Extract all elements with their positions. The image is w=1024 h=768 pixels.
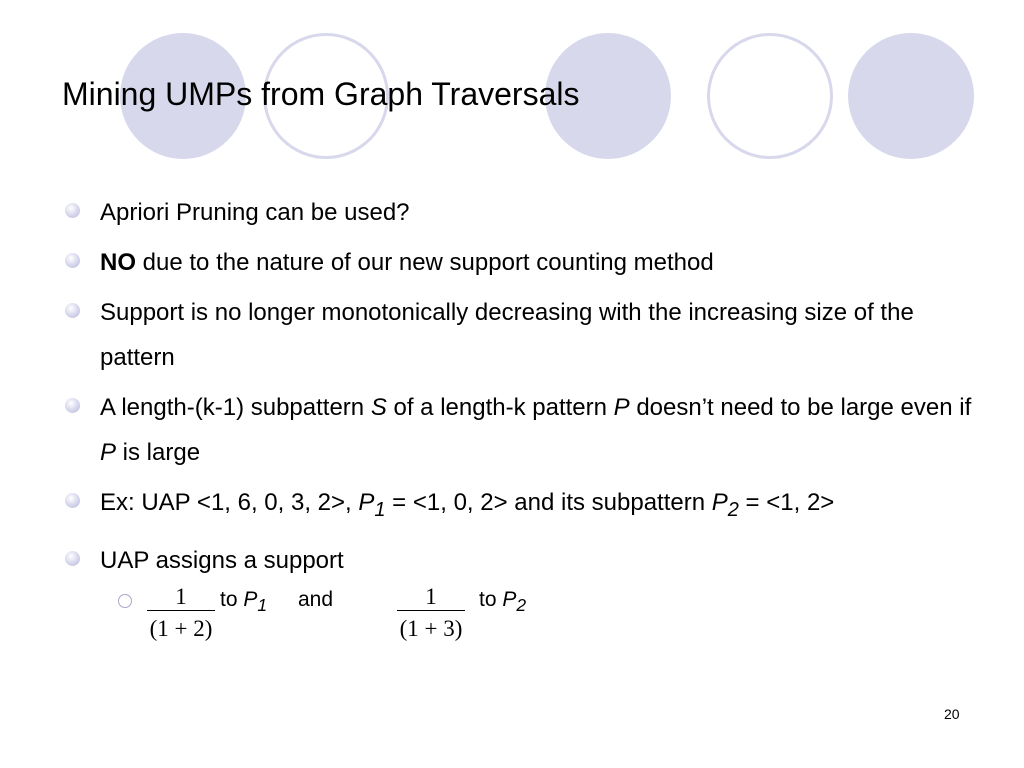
- bullet-dot-icon: [65, 398, 80, 413]
- bullet-dot-icon: [65, 551, 80, 566]
- fraction-1-denominator: (1 + 2): [149, 616, 213, 641]
- fraction-1: [146, 584, 216, 642]
- var-p2: [502, 588, 527, 616]
- decor-ring-2: [707, 33, 833, 159]
- bullet-item: [62, 385, 982, 475]
- var-p2: [711, 489, 739, 521]
- bullet-text: doesn’t need to be large even if: [629, 394, 972, 421]
- fraction-1-numerator: 1: [175, 584, 187, 609]
- var-p: P: [100, 439, 117, 466]
- bullet-text: UAP assigns a support: [100, 546, 344, 574]
- var-p2-subscript: 2: [516, 595, 527, 616]
- bullet-text: Support is no longer monotonically decreasing with the increasing size of the pattern: [100, 299, 914, 371]
- fraction-2-denominator: (1 + 3): [399, 616, 463, 641]
- fraction-2-bar: [397, 610, 465, 611]
- to-p1-label: [220, 588, 267, 616]
- bullet-text: due to the nature of our new support counting method: [136, 249, 714, 276]
- bullet-list: [62, 190, 982, 588]
- bullet-dot-icon: [65, 493, 80, 508]
- bullet-dot-icon: [65, 253, 80, 268]
- var-p2-letter: P: [502, 588, 517, 611]
- bullet-item: [62, 240, 982, 285]
- decor-circle-3: [848, 33, 974, 159]
- bullet-text: Ex: UAP <1, 6, 0, 3, 2>,: [100, 489, 359, 516]
- sub-bullet-item: [118, 586, 718, 656]
- var-p1-subscript: 1: [374, 498, 386, 521]
- var-p2-subscript: 2: [727, 498, 739, 521]
- var-p1: [243, 588, 268, 616]
- fraction-2: [396, 584, 466, 642]
- bullet-text: Apriori Pruning can be used?: [100, 199, 410, 226]
- bullet-dot-icon: [65, 203, 80, 218]
- var-p1-letter: P: [358, 489, 375, 516]
- bullet-item: [62, 538, 982, 583]
- var-p1: [358, 489, 386, 521]
- bullet-bold-text: NO: [100, 249, 136, 276]
- bullet-text: is large: [116, 439, 201, 466]
- and-label: and: [298, 588, 334, 611]
- var-p1-subscript: 1: [257, 595, 268, 616]
- bullet-text: A length-(k-1) subpattern: [100, 394, 371, 421]
- var-p2-letter: P: [711, 489, 728, 516]
- var-p: P: [613, 394, 630, 421]
- sub-bullet-ring-icon: [118, 594, 132, 608]
- to-text: to: [220, 588, 238, 611]
- page-number: 20: [944, 706, 960, 722]
- var-p1-letter: P: [243, 588, 258, 611]
- bullet-item: [62, 480, 982, 533]
- fraction-1-bar: [147, 610, 215, 611]
- to-p2-label: [479, 588, 526, 616]
- bullet-dot-icon: [65, 303, 80, 318]
- to-text: to: [479, 588, 497, 611]
- bullet-text: = <1, 0, 2> and its subpattern: [385, 489, 712, 516]
- fraction-2-numerator: 1: [425, 584, 437, 609]
- slide-title: Mining UMPs from Graph Traversals: [62, 76, 580, 112]
- bullet-text: of a length-k pattern: [386, 394, 614, 421]
- var-s: S: [370, 394, 387, 421]
- bullet-item: [62, 290, 982, 380]
- bullet-text: = <1, 2>: [738, 489, 835, 516]
- bullet-item: [62, 190, 982, 235]
